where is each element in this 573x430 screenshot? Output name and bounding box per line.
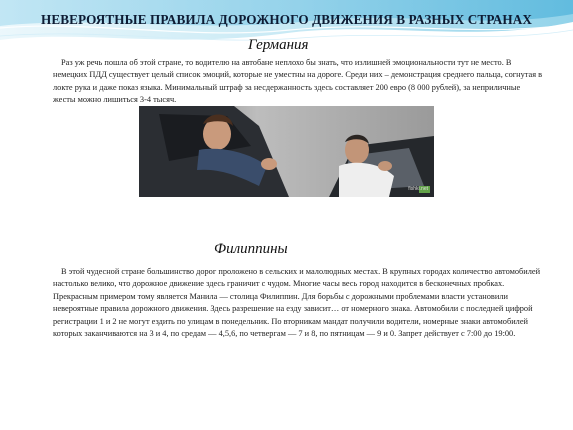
- photo-watermark: fishki.net: [408, 186, 428, 192]
- photo-drivers-arguing: [139, 106, 434, 197]
- section-heading-philippines: Филиппины: [214, 241, 288, 257]
- paragraph-philippines: В этой чудесной стране большинство дорог проложено в сельских и малолюдных местах. В крупных городах количество автомобилей настолько велико, что дорожное движение здесь граничит с чудом. Многие часы весь город находится в бесконечных пробках. Прекрасным примером тому является Манила — столица Филиппин. Для борьбы с дорожными проблемами власти установили невероятные правила дорожного движения. Здесь разрешение на езду зависит… от номерного знака. Автомобили с последней цифрой регистрации 1 и 2 не могут ездить по улицам в понедельник. По вторникам мандат получили водители, номерные знаки автомобилей которых заканчиваются на 3 и 4, по средам — 4,5,6, по четвергам — 7 и 8, по пятницам — 9 и 0. Запрет действует с 7:00 до 19:00.: [53, 267, 541, 339]
- slide-title: НЕВЕРОЯТНЫЕ ПРАВИЛА ДОРОЖНОГО ДВИЖЕНИЯ В РАЗНЫХ СТРАНАХ: [40, 12, 533, 27]
- section-heading-germany: Германия: [248, 37, 309, 53]
- photo-illustration: [139, 106, 434, 197]
- paragraph-germany: Раз уж речь пошла об этой стране, то водителю на автобане неплохо бы знать, что излишней эмоциональности тут не место. В немецких ПДД существует целый список эмоций, которые не уместны на дороге. Среди них – демонстрация среднего пальца, согнутая в локте рука и даже показ языка. Минимальный штраф за несдержанность здесь составляет 200 евро (8 000 рублей), за неприличные жесты можно лишиться 3-4 тысяч.: [53, 58, 543, 105]
